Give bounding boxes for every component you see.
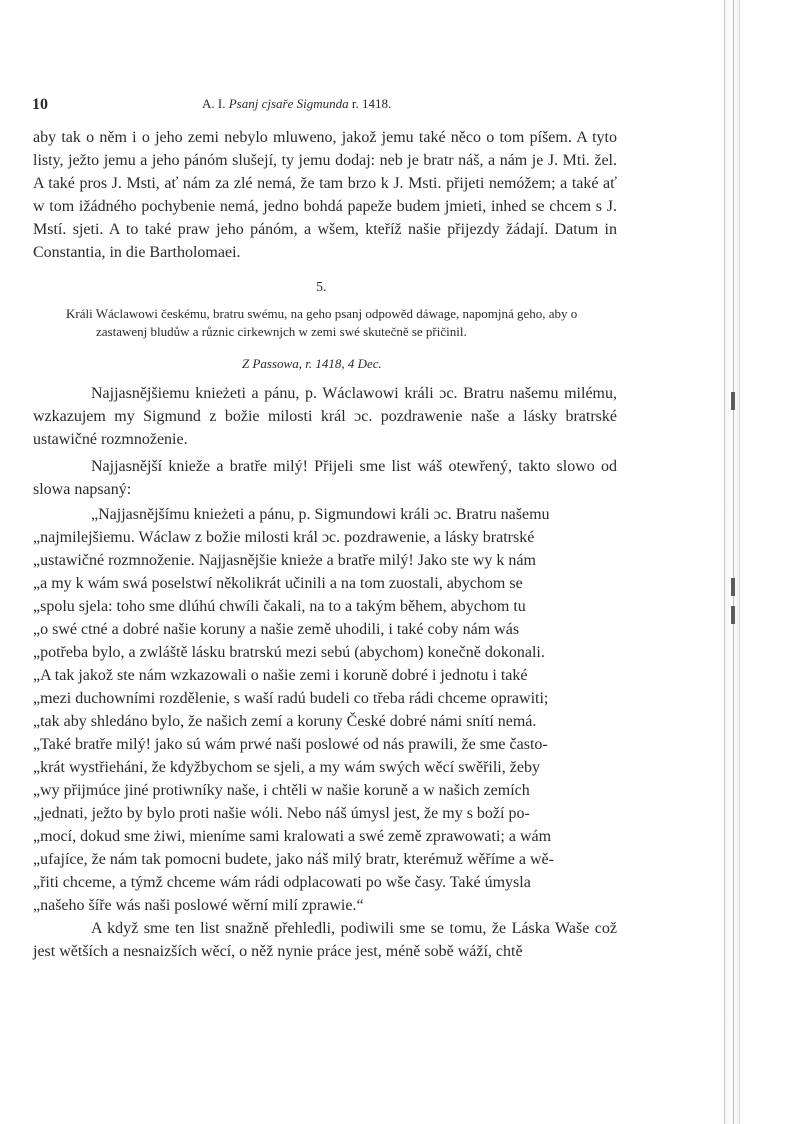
page-number: 10 — [32, 96, 48, 113]
quoted-line: „o swé ctné a dobré našie koruny a našie země uhodili, i také coby nám wás — [33, 621, 520, 638]
binding-line — [733, 0, 734, 1124]
running-header — [32, 96, 632, 116]
source-line: Z Passowa, r. 1418, 4 Dec. — [242, 356, 382, 371]
running-suffix: r. 1418. — [351, 96, 392, 111]
quoted-line: „potřeba bylo, a zwláště lásku bratrskú mezi sebú (abychom) konečně dokonali. — [33, 644, 545, 661]
opening-paragraph: aby tak o něm i o jeho zemi nebylo mluweno, jakož jemu také něco o tom píšem. A tyto listy, ježto jemu a jeho pánóm slušejí, ty jemu dodaj: neb je bratr náš, a nám je J. Mti. žel. A také pros J. Msti, ať nám za zlé nemá, že tam brzo k J. Msti. přijeti nemóžem; a také ať w tom ižádného pochybenie nemá, jedno bohdá papeže budem jmieti, inhed se chcem s J. Mstí. sjeti. A to také praw jeho pánóm, a wšem, kteříž našie přijezdy žádají. Datum in Constantia, in die Bartholomaei. — [33, 129, 617, 261]
quoted-line: „mezi duchowními rozdělenie, s waší radú budeli co třeba rádi chceme oprawiti; — [33, 690, 549, 707]
quoted-letter — [33, 503, 617, 917]
binding-mark — [731, 578, 735, 596]
quoted-line: „ufajíce, že nám tak pomocni budete, jako náš milý bratr, kterémuž wěříme a wě- — [33, 851, 554, 868]
quoted-line: „mocí, dokud sme żiwi, mieníme sami kralowati a swé země zprawowati; a wám — [33, 828, 552, 845]
running-title — [202, 96, 391, 112]
quoted-line: „našeho šíře wás naši poslowé wěrní milí zprawie.“ — [33, 897, 364, 914]
quoted-line: „řiti chceme, a týmž chceme wám rádi odplacowati po wše časy. Také úmysla — [33, 874, 531, 891]
opening-text-block — [33, 126, 617, 264]
letter-body — [33, 382, 617, 963]
quoted-line: „najmilejšiemu. Wáclaw z božie milosti král ɔc. pozdrawenie, a lásky bratrské — [33, 529, 535, 546]
quoted-line: „jednati, ježto by bylo proti našie wóli. Nebo náš úmysl jest, že my s boží po- — [33, 805, 530, 822]
closing-paragraph: A když sme ten list snažně přehledli, podiwili sme se tomu, že Láska Waše což jest wětších a nesnaizších wěcí, o něž nynie práce jest, méně sobě wáží, chtě — [33, 920, 617, 960]
document-summary — [66, 305, 618, 341]
binding-mark — [731, 606, 735, 624]
section-number: 5. — [316, 280, 327, 295]
quoted-line: „tak aby shledáno bylo, že našich zemí a koruny České dobré námi snítí nemá. — [33, 713, 537, 730]
running-prefix: A. I. — [202, 96, 226, 111]
binding-mark — [731, 392, 735, 410]
quoted-line: „Najjasnějšímu knieżeti a pánu, p. Sigmundowi králi ɔc. Bratru našemu — [91, 506, 550, 523]
quoted-line: „ustawičné rozmnoženie. Najjasnějšie knieże a bratře milý! Jako ste wy k nám — [33, 552, 536, 569]
quoted-line: „krát wystřieháni, že kdyžbychom se sjeli, a my wám swých wěcí swěřili, žeby — [33, 759, 540, 776]
address-paragraph: Najjasnějšiemu knieżeti a pánu, p. Wáclawowi králi ɔc. Bratru našemu milému, wzkazujem my Sigmund z božie milosti král ɔc. pozdrawenie naše a lásky bratrské ustawičné rozmnoženie. — [33, 385, 617, 448]
quoted-line: „A tak jakož ste nám wzkazowali o našie zemi i koruně dobré i jednotu i také — [33, 667, 528, 684]
running-italic: Psanj cjsaře Sigmunda — [228, 96, 349, 111]
summary-text: Králi Wáclawowi českému, bratru swému, na geho psanj odpowěd dáwage, napomjná geho, aby o zastawenj bludůw a různic cirkewnjch w zemi swé skutečně se přičinil. — [66, 306, 578, 339]
quoted-line: „wy přijmúce jiné protiwníky naše, i chtěli w našie koruně a w našich zemích — [33, 782, 530, 799]
quoted-line: „spolu sjela: toho sme dlúhú chwíli čakali, na to a takým během, abychom tu — [33, 598, 526, 615]
quoted-line: „a my k wám swá poselstwí několikrát učinili a na tom zuostali, abychom se — [33, 575, 523, 592]
intro-paragraph: Najjasnější knieže a bratře milý! Přijeli sme list wáš otewřený, takto slowo od slowa napsaný: — [33, 458, 617, 498]
binding-edge — [724, 0, 740, 1124]
quoted-line: „Také bratře milý! jako sú wám prwé naši poslowé od nás prawili, že sme často- — [33, 736, 548, 753]
